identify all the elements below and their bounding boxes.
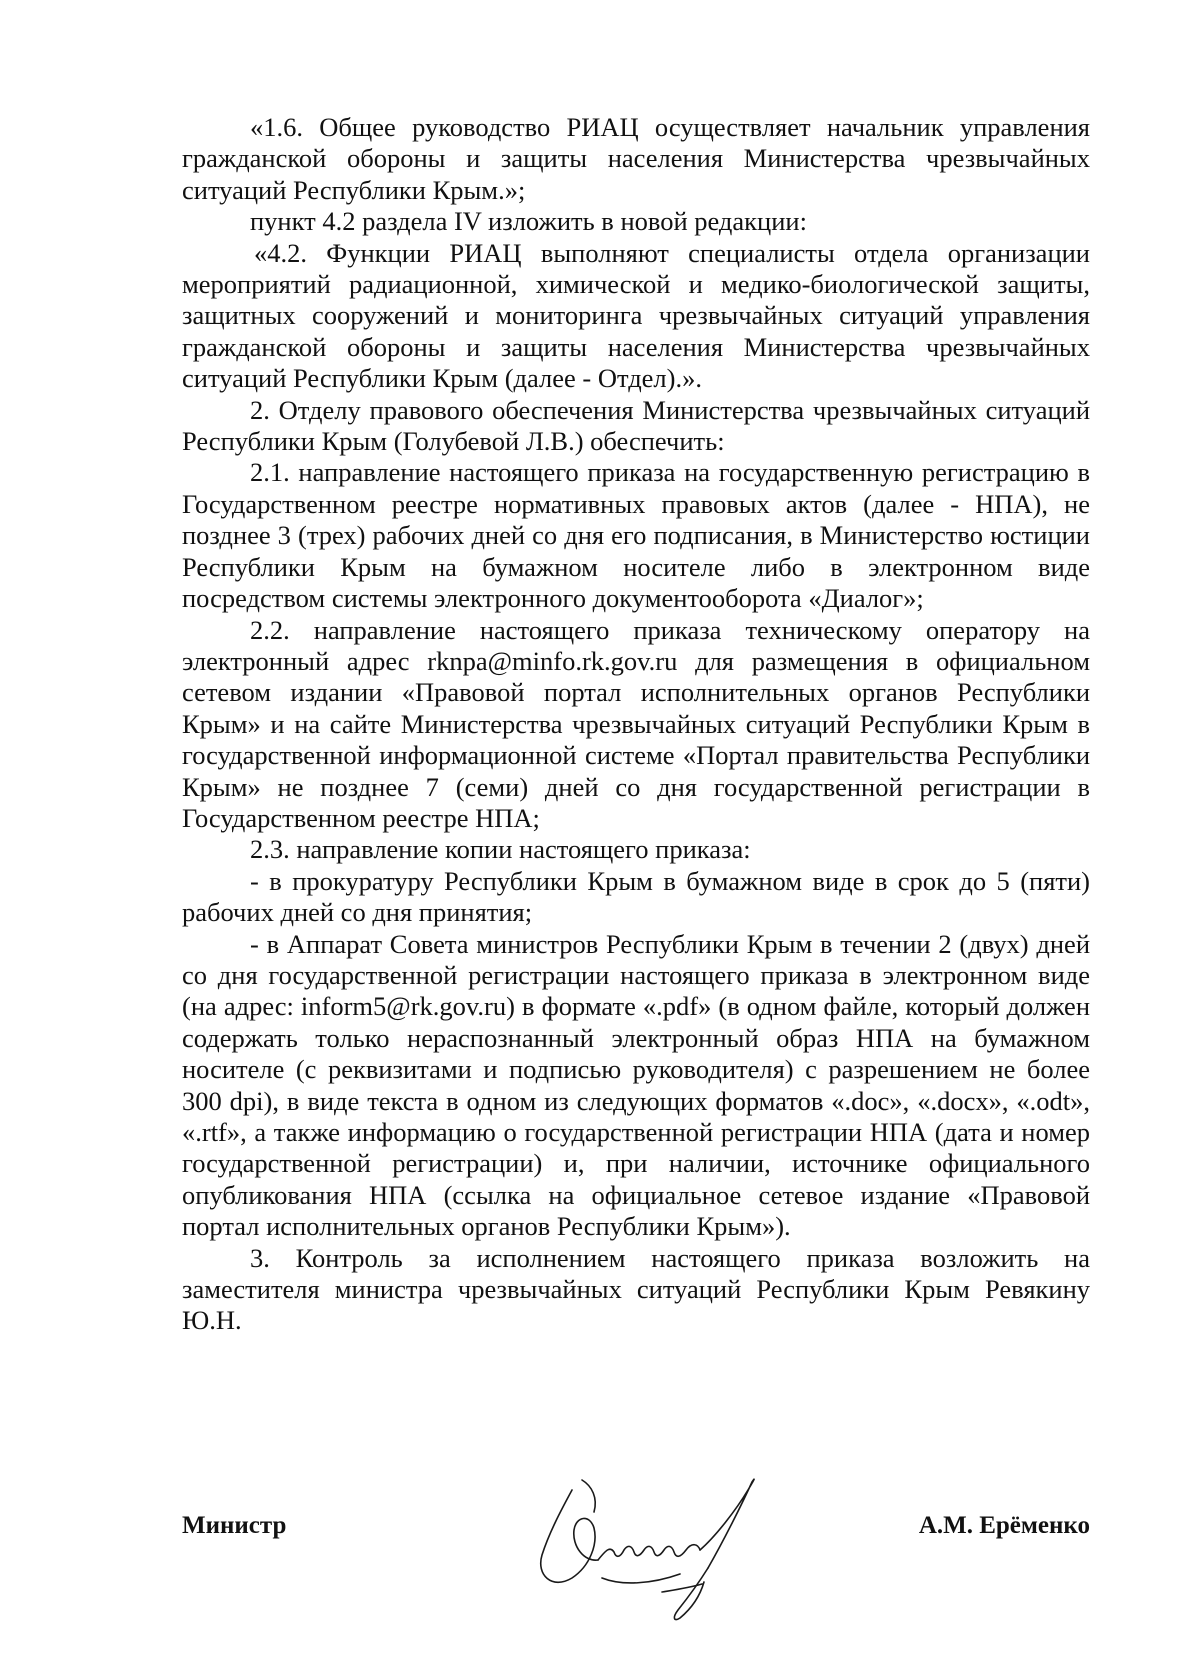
handwritten-signature	[502, 1450, 802, 1640]
paragraph-2-3: 2.3. направление копии настоящего приказа:	[250, 834, 751, 865]
paragraph-3: 3. Контроль за исполнением настоящего приказа возложить на заместителя министра чрезвычайных ситуаций Республики Крым Ревякину Ю.Н.	[182, 1242, 1090, 1336]
paragraph-2-2: 2.2. направление настоящего приказа техническому оператору на электронный адрес rknpa@minfo.rk.gov.ru для размещения в официальном сетевом издании «Правовой портал исполнительных органов Республики Крым» и на сайте Министерства чрезвычайных ситуаций Республики Крым в государственной информационной системе «Портал правительства Республики Крым» не позднее 7 (семи) дней со дня государственной регистрации в Государственном реестре НПА;	[182, 614, 1090, 833]
signer-name: А.М. Ерёменко	[918, 1512, 1090, 1539]
paragraph-amend-4-2: пункт 4.2 раздела IV изложить в новой редакции:	[250, 206, 807, 237]
paragraph-2: 2. Отделу правового обеспечения Министерства чрезвычайных ситуаций Республики Крым (Голубевой Л.В.) обеспечить:	[182, 394, 1090, 457]
paragraph-2-1: 2.1. направление настоящего приказа на государственную регистрацию в Государственном реестре нормативных правовых актов (далее - НПА), не позднее 3 (трех) рабочих дней со дня его подписания, в Министерство юстиции Республики Крым на бумажном носителе либо в электронном виде посредством системы электронного документооборота «Диалог»;	[182, 457, 1090, 614]
signer-title: Министр	[182, 1512, 287, 1539]
paragraph-4-2: «4.2. Функции РИАЦ выполняют специалисты отдела организации мероприятий радиационной, химической и медико-биологической защиты, защитных сооружений и мониторинга чрезвычайных ситуаций управления гражданской обороны и защиты населения Министерства чрезвычайных ситуаций Республики Крым (далее - Отдел).».	[182, 237, 1090, 394]
paragraph-prosecutor: - в прокуратуру Республики Крым в бумажном виде в срок до 5 (пяти) рабочих дней со дня принятия;	[182, 865, 1090, 928]
signature-block	[182, 1490, 1090, 1680]
paragraph-1-6: «1.6. Общее руководство РИАЦ осуществляет начальник управления гражданской обороны и защиты населения Министерства чрезвычайных ситуаций Республики Крым.»;	[182, 112, 1090, 205]
paragraph-council-apparatus: - в Аппарат Совета министров Республики Крым в течении 2 (двух) дней со дня государственной регистрации настоящего приказа в электронном виде (на адрес: inform5@rk.gov.ru) в формате «.pdf» (в одном файле, который должен содержать только нераспознанный электронный образ НПА на бумажном носителе (с реквизитами и подписью руководителя) с разрешением не более 300 dpi), в виде текста в одном из следующих форматов «.doc», «.docx», «.odt», «.rtf», а также информацию о государственной регистрации НПА (дата и номер государственной регистрации) и, при наличии, источнике официального опубликования НПА (ссылка на официальное сетевое издание «Правовой портал исполнительных органов Республики Крым»).	[182, 928, 1090, 1242]
document-body	[182, 112, 1090, 1337]
